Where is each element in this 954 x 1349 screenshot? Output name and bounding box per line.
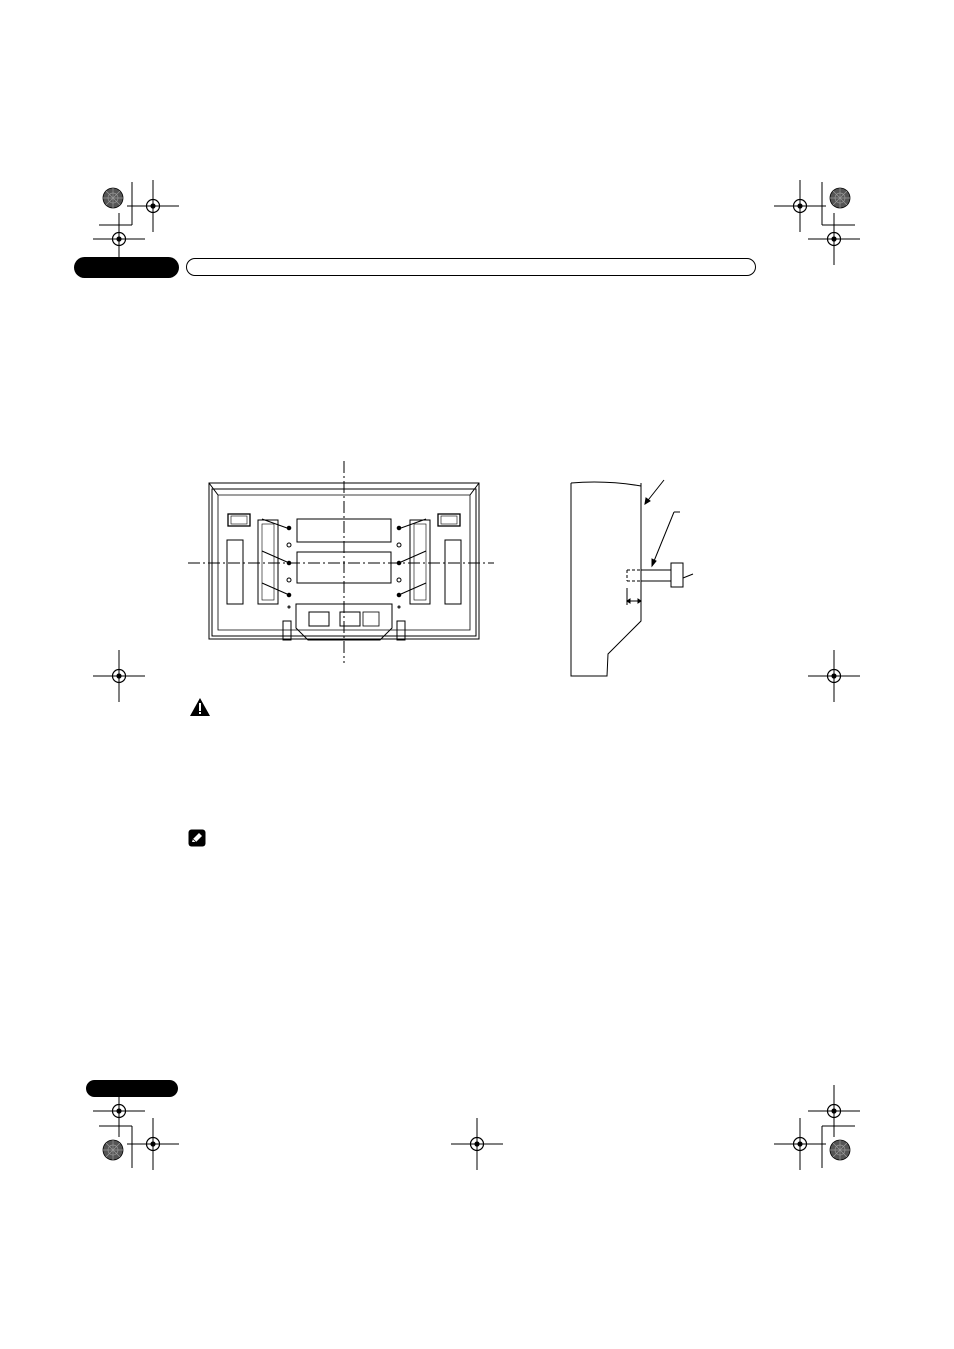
- registration-mark-icon: [451, 1118, 503, 1170]
- registration-mark-icon: [808, 650, 860, 702]
- warning-triangle-icon: [189, 697, 211, 717]
- registration-mark-icon: [774, 1085, 860, 1170]
- registration-mark-icon: [93, 650, 145, 702]
- registration-mark-icon: [774, 180, 860, 265]
- registration-mark-icon: [93, 1085, 179, 1170]
- rear-panel-figure: [188, 461, 494, 663]
- registration-mark-icon: [93, 180, 179, 265]
- side-view-figure: [571, 480, 693, 676]
- note-pencil-icon: [188, 829, 206, 847]
